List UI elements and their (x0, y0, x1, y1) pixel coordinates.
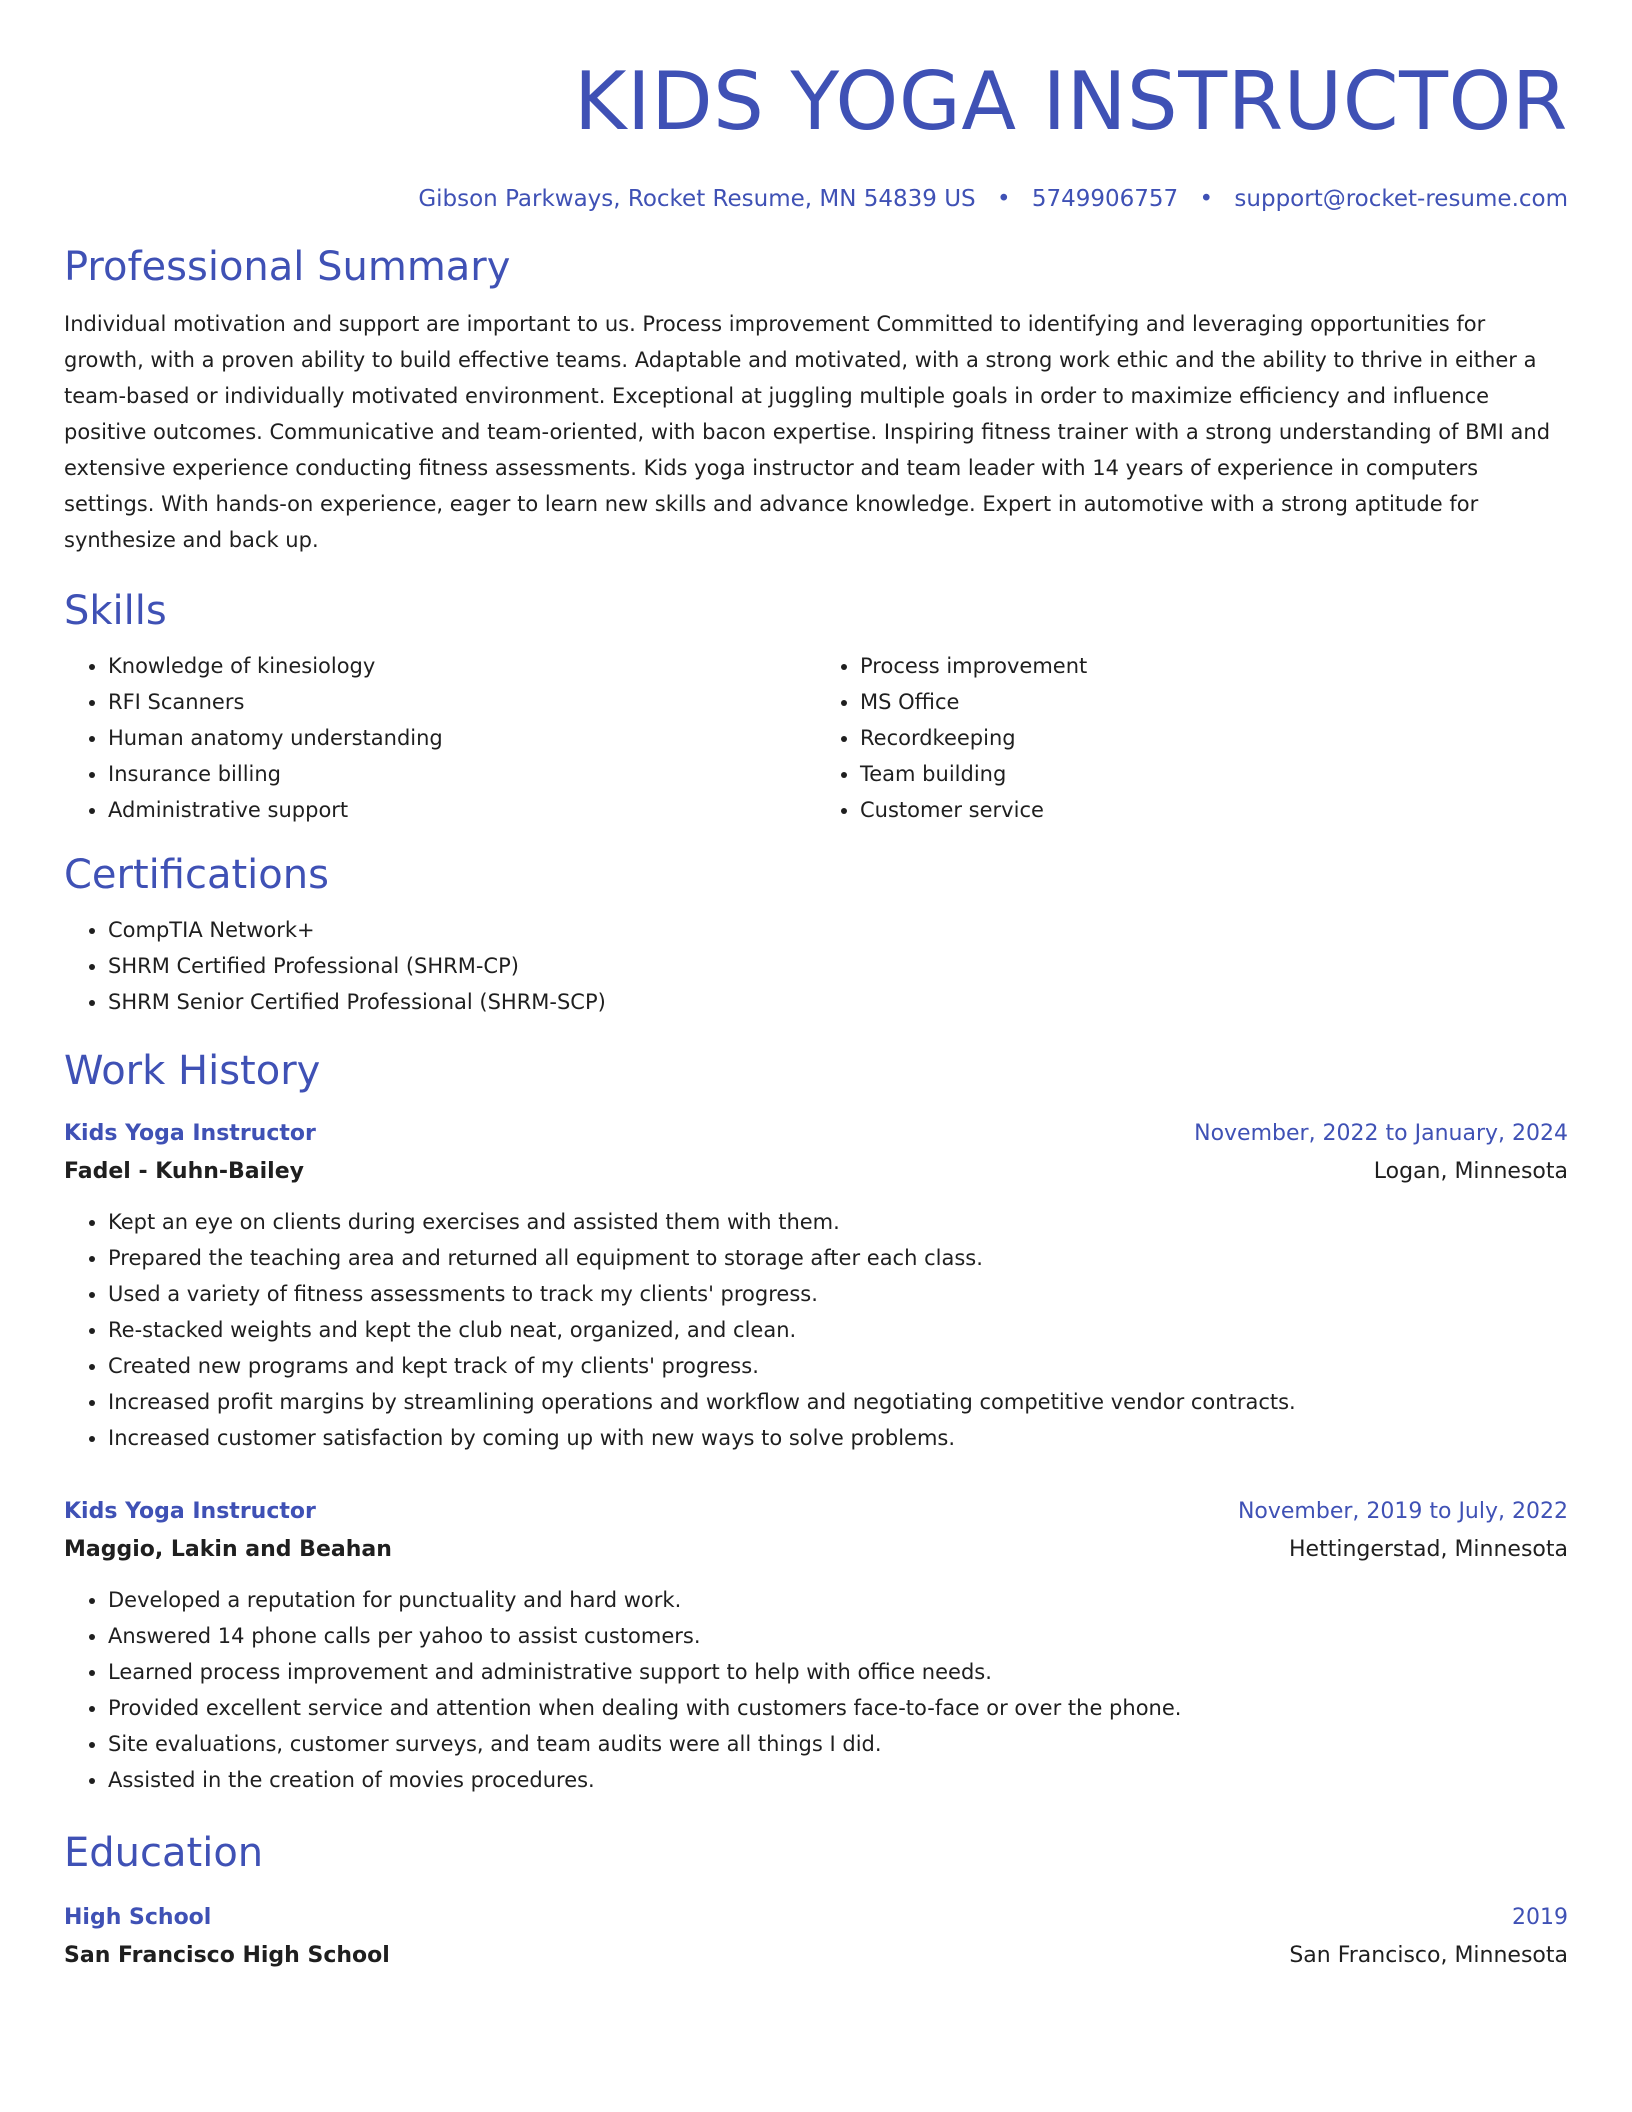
job-bullet: • Assisted in the creation of movies procedures. (108, 1762, 1568, 1798)
skills-grid (64, 648, 1568, 828)
job-bullet: • Learned process improvement and administrative support to help with office needs. (108, 1654, 1568, 1690)
certification-item: • CompTIA Network+ (108, 912, 1568, 948)
job-bullet: • Increased profit margins by streamlining operations and workflow and negotiating competitive vendor contracts. (108, 1384, 1568, 1420)
contact-address: Gibson Parkways, Rocket Resume, MN 54839 US (418, 186, 976, 212)
certifications-list (64, 912, 1568, 1020)
certification-item: • SHRM Certified Professional (SHRM-CP) (108, 948, 1568, 984)
contact-phone: 5749906757 (1031, 186, 1179, 212)
education-year: 2019 (1512, 1905, 1568, 1930)
job-bullet: • Created new programs and kept track of my clients' progress. (108, 1348, 1568, 1384)
education-school: San Francisco High School (64, 1943, 390, 1968)
education-location: San Francisco, Minnesota (1289, 1943, 1568, 1968)
contact-separator: • (1199, 186, 1214, 212)
summary-text: Individual motivation and support are important to us. Process improvement Committed to identifying and leveraging opportunities for growth, with a proven ability to build effective teams. Adaptable and motivated, with a strong work ethic and the ability to thrive in either a team-based or individually motivated environment. Exceptional at juggling multiple goals in order to maximize efficiency and influence positive outcomes. Communicative and team-oriented, with bacon expertise. Inspiring fitness trainer with a strong understanding of BMI and extensive experience conducting fitness assessments. Kids yoga instructor and team leader with 14 years of experience in computers settings. With hands-on experience, eager to learn new skills and advance knowledge. Expert in automotive with a strong aptitude for synthesize and back up. (64, 312, 1551, 552)
job-location: Hettingerstad, Minnesota (1289, 1537, 1568, 1562)
job-header-row (64, 1116, 1568, 1152)
certification-item: • SHRM Senior Certified Professional (SHRM-SCP) (108, 984, 1568, 1020)
education-header-row (64, 1900, 1568, 1936)
job-location: Logan, Minnesota (1373, 1159, 1568, 1184)
job-company-row (64, 1152, 1568, 1192)
skills-heading: Skills (64, 588, 167, 634)
skill-item: • Process improvement (860, 648, 1568, 684)
job-bullet: • Kept an eye on clients during exercises and assisted them with them. (108, 1204, 1568, 1240)
skill-item: • Administrative support (108, 792, 816, 828)
skill-item: • Team building (860, 756, 1568, 792)
contact-email[interactable]: support@rocket-resume.com (1234, 186, 1568, 212)
skill-item: • Human anatomy understanding (108, 720, 816, 756)
job-bullet: • Answered 14 phone calls per yahoo to assist customers. (108, 1618, 1568, 1654)
job-dates: November, 2019 to July, 2022 (1237, 1499, 1568, 1524)
education-entry (64, 1900, 1568, 1976)
job-company-row (64, 1530, 1568, 1570)
job-entry (64, 1116, 1568, 1456)
job-entry (64, 1494, 1568, 1798)
contact-line (64, 184, 1568, 214)
job-bullets (64, 1582, 1568, 1798)
resume-title: KIDS YOGA INSTRUCTOR (574, 55, 1568, 148)
skills-list-right (816, 648, 1568, 828)
job-company: Maggio, Lakin and Beahan (64, 1537, 392, 1562)
job-role: Kids Yoga Instructor (64, 1499, 316, 1524)
job-bullet: • Used a variety of fitness assessments to track my clients' progress. (108, 1276, 1568, 1312)
skills-list-left (64, 648, 816, 828)
skill-item: • MS Office (860, 684, 1568, 720)
job-bullet: • Developed a reputation for punctuality and hard work. (108, 1582, 1568, 1618)
skill-item: • Knowledge of kinesiology (108, 648, 816, 684)
education-school-row (64, 1936, 1568, 1976)
certifications-heading: Certifications (64, 852, 329, 898)
job-header-row (64, 1494, 1568, 1530)
job-company: Fadel - Kuhn-Bailey (64, 1159, 304, 1184)
skill-item: • Recordkeeping (860, 720, 1568, 756)
job-bullet: • Re-stacked weights and kept the club neat, organized, and clean. (108, 1312, 1568, 1348)
education-heading: Education (64, 1830, 264, 1876)
job-dates: November, 2022 to January, 2024 (1194, 1121, 1568, 1146)
job-role: Kids Yoga Instructor (64, 1121, 316, 1146)
work-history-heading: Work History (64, 1048, 321, 1094)
summary-heading: Professional Summary (64, 244, 511, 290)
skill-item: • RFI Scanners (108, 684, 816, 720)
job-bullet: • Increased customer satisfaction by coming up with new ways to solve problems. (108, 1420, 1568, 1456)
job-bullets (64, 1204, 1568, 1456)
job-bullet: • Prepared the teaching area and returned all equipment to storage after each class. (108, 1240, 1568, 1276)
skill-item: • Customer service (860, 792, 1568, 828)
skill-item: • Insurance billing (108, 756, 816, 792)
job-bullet: • Site evaluations, customer surveys, and team audits were all things I did. (108, 1726, 1568, 1762)
job-bullet: • Provided excellent service and attention when dealing with customers face-to-face or over the phone. (108, 1690, 1568, 1726)
education-degree: High School (64, 1905, 212, 1930)
contact-separator: • (996, 186, 1011, 212)
